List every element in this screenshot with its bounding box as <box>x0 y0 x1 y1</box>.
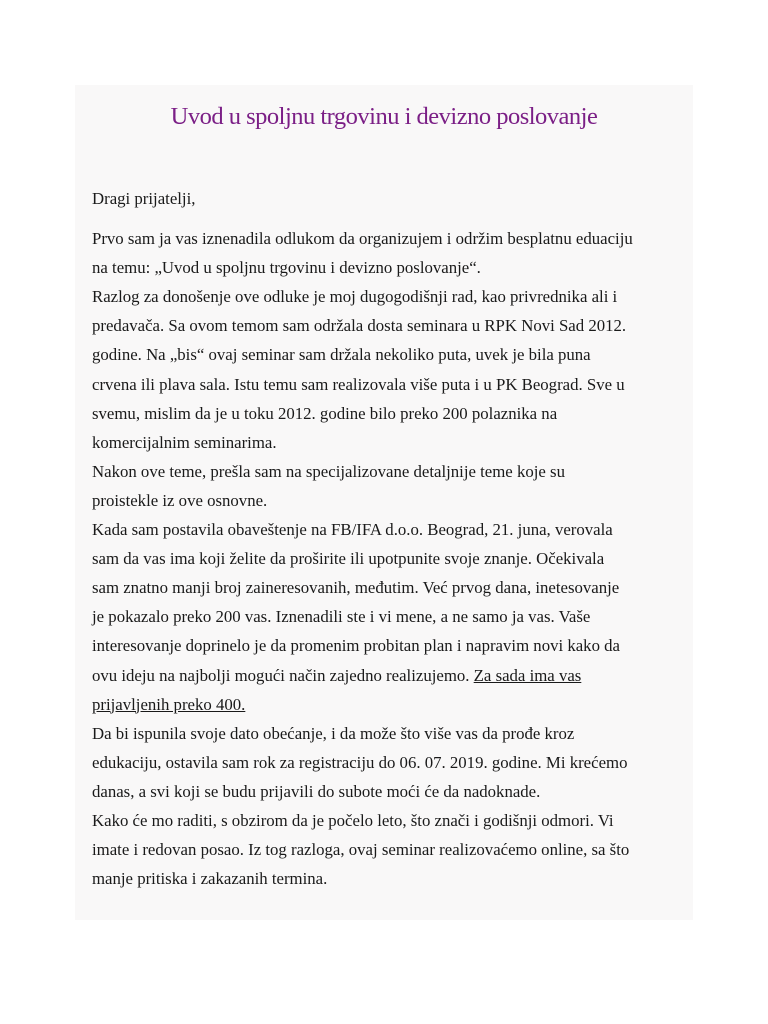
text-line: proistekle iz ove osnovne. <box>92 490 268 510</box>
text-line: Da bi ispunila svoje dato obećanje, i da može što više vas da prođe kroz <box>92 723 575 743</box>
text-line: godine. Na „bis“ ovaj seminar sam držala nekoliko puta, uvek je bila puna <box>92 345 591 365</box>
text-line: sam znatno manji broj zaineresovanih, međutim. Već prvog dana, inetesovanje <box>92 578 620 598</box>
text-line: imate i redovan posao. Iz tog razloga, ovaj seminar realizovaćemo online, sa što <box>92 840 630 860</box>
text-line: manje pritiska i zakazanih termina. <box>92 869 328 889</box>
text-line: Kako će mo raditi, s obzirom da je počelo leto, što znači i godišnji odmori. Vi <box>92 810 614 830</box>
text-segment: ovu ideju na najbolji mogući način zajedno realizujemo. <box>92 665 470 685</box>
text-line: komercijalnim seminarima. <box>92 432 277 452</box>
text-line: je pokazalo preko 200 vas. Iznenadili ste i vi mene, a ne samo ja vas. Vaše <box>92 607 591 627</box>
text-line: Kada sam postavila obaveštenje na FB/IFA d.o.o. Beograd, 21. juna, verovala <box>92 520 613 540</box>
text-line: Razlog za donošenje ove odluke je moj dugogodišnji rad, kao privrednika ali i <box>92 287 618 307</box>
text-line: crvena ili plava sala. Istu temu sam realizovala više puta i u PK Beograd. Sve u <box>92 374 625 394</box>
document-title: Uvod u spoljnu trgovinu i devizno poslovanje <box>170 103 598 130</box>
text-line: predavača. Sa ovom temom sam održala dosta seminara u RPK Novi Sad 2012. <box>92 316 627 336</box>
emphasis-underlined: Za sada ima vas <box>473 665 582 685</box>
text-line: Nakon ove teme, prešla sam na specijalizovane detaljnije teme koje su <box>92 461 565 481</box>
document-body <box>92 184 682 893</box>
text-line: na temu: „Uvod u spoljnu trgovinu i devizno poslovanje“. <box>92 258 481 278</box>
text-line: danas, a svi koji se budu prijavili do subote moći će da nadoknade. <box>92 781 541 801</box>
text-line: interesovanje doprinelo je da promenim probitan plan i napravim novi kako da <box>92 636 620 656</box>
emphasis-underlined: prijavljenih preko 400. <box>92 694 246 714</box>
text-line: edukaciju, ostavila sam rok za registraciju do 06. 07. 2019. godine. Mi krećemo <box>92 752 628 772</box>
text-line-with-emphasis <box>92 661 682 690</box>
salutation: Dragi prijatelji, <box>92 189 196 208</box>
document-page <box>75 85 693 920</box>
text-line: sam da vas ima koji želite da proširite ili upotpunite svoje znanje. Očekivala <box>92 549 605 569</box>
text-line: svemu, mislim da je u toku 2012. godine bilo preko 200 polaznika na <box>92 403 558 423</box>
text-line: Prvo sam ja vas iznenadila odlukom da organizujem i održim besplatnu eduaciju <box>92 229 633 249</box>
